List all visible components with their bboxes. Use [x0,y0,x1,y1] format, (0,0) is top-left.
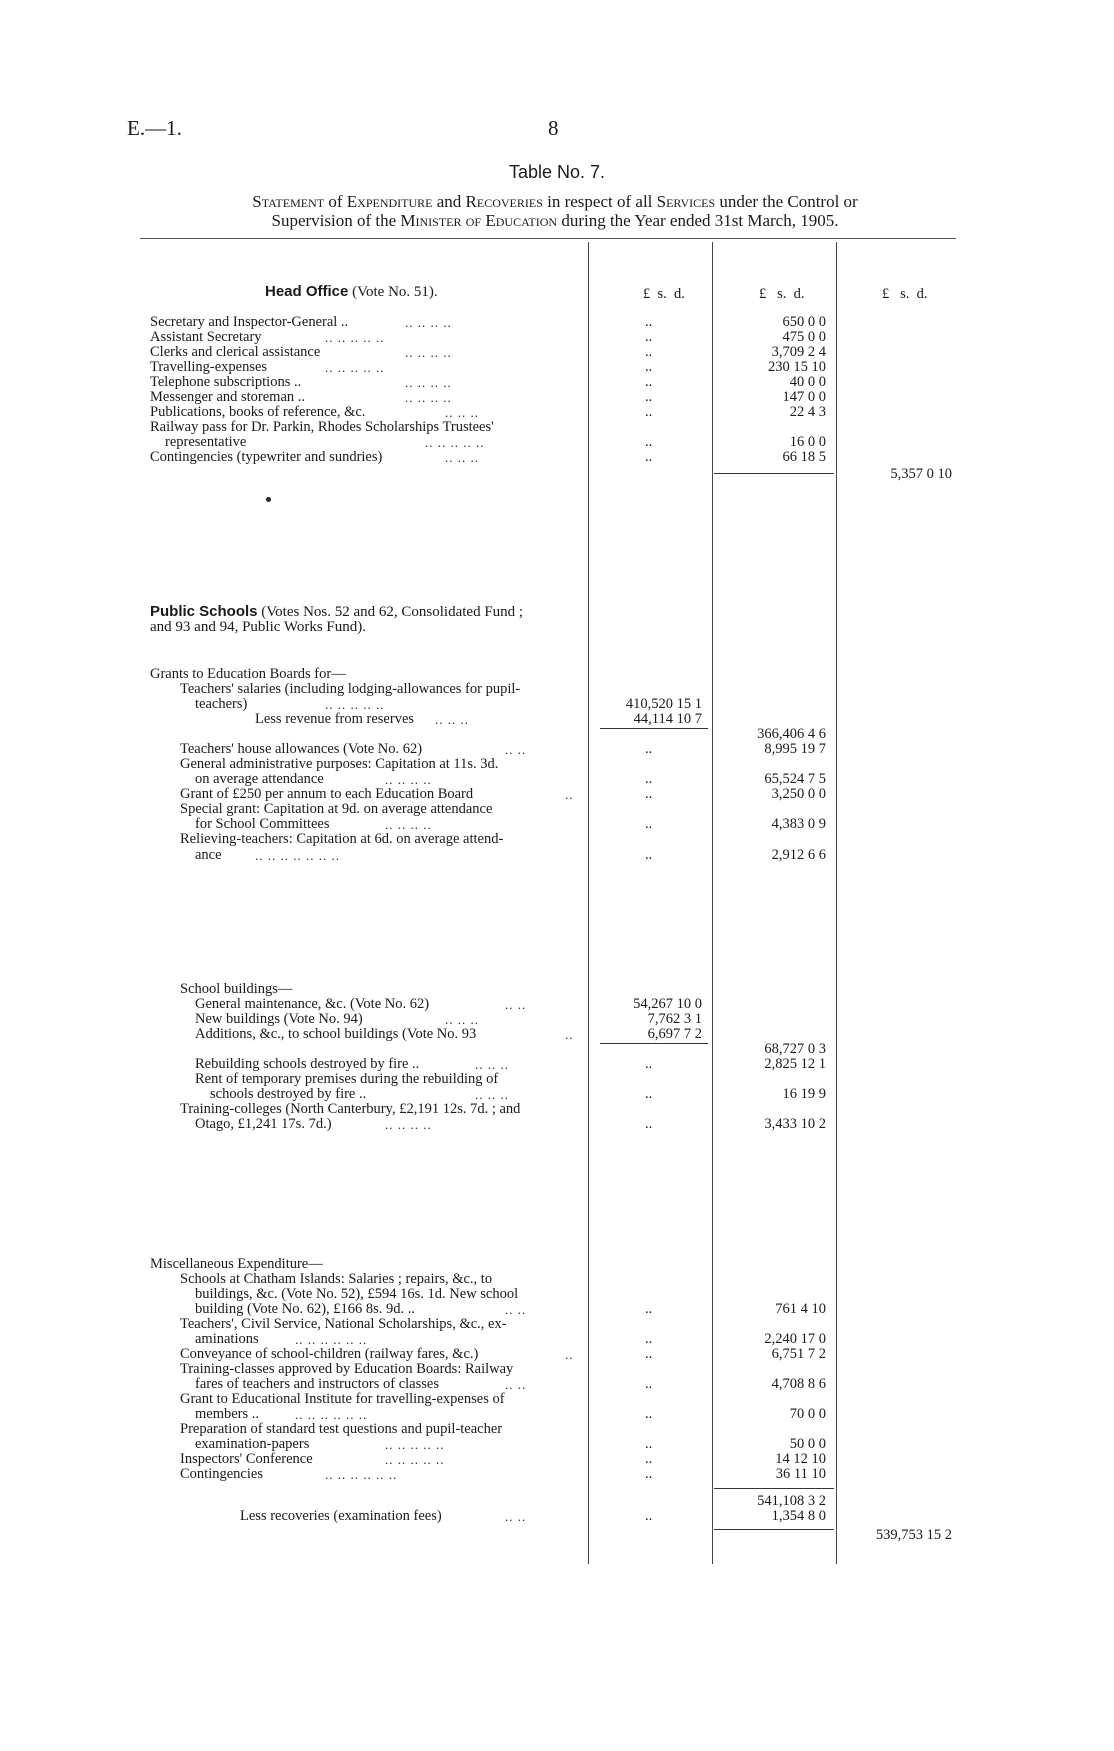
rent-amount: 16 19 9 [782,1086,826,1102]
misc-net-rule [714,1529,834,1530]
column-divider-3 [836,242,837,1564]
ho-item-label: Clerks and clerical assistance [150,344,321,360]
head-office-heading: Head Office (Vote No. 51). [265,283,438,300]
conveyance-label: Conveyance of school-children (railway fares, &c.) [180,1346,479,1362]
ho-contingencies-label: Contingencies (typewriter and sundries) [150,449,383,465]
training-classes-label-2: fares of teachers and instructors of classes [195,1376,439,1392]
less-recoveries-label: Less recoveries (examination fees) [240,1508,442,1524]
ho-item-col1: .. [645,329,653,345]
chatham-label-3: building (Vote No. 62), £166 8s. 9d. .. [195,1301,416,1317]
report-reference: E.—1. [127,116,182,140]
column-divider-1 [588,242,589,1564]
ho-item-amount: 650 0 0 [782,314,826,330]
ho-contingencies-amount: 66 18 5 [782,449,826,465]
maintenance-dots: .. .. [505,997,527,1012]
new-buildings-col1: 7,762 3 1 [647,1011,702,1027]
buildings-total: 68,727 0 3 [764,1041,826,1057]
ho-item-dots: .. .. .. [445,405,479,420]
teachers-exams-label-2: aminations [195,1331,259,1347]
railway-amount: 16 0 0 [789,434,826,450]
railway-pass-label-1: Railway pass for Dr. Parkin, Rhodes Scholarships Trustees' [150,419,494,435]
less-recoveries-dots: .. .. [505,1509,527,1524]
ho-item-col1: .. [645,404,653,420]
inspectors-dots: .. .. .. .. .. [385,1452,445,1467]
inspectors-col1: .. [645,1451,653,1467]
ho-item-label: Publications, books of reference, &c. [150,404,366,420]
special-label-2: for School Committees [195,816,330,832]
teachers-exams-dots: .. .. .. .. .. .. [295,1332,368,1347]
ho-item-amount: 3,709 2 4 [771,344,826,360]
training-classes-label-1: Training-classes approved by Education Boards: Railway [180,1361,514,1377]
training-classes-col1: .. [645,1376,653,1392]
ho-item-dots: .. .. .. .. [405,375,452,390]
chatham-amount: 761 4 10 [775,1301,826,1317]
institute-amount: 70 0 0 [789,1406,826,1422]
training-colleges-col1: .. [645,1116,653,1132]
additions-label: Additions, &c., to school buildings (Vote No. 93 [195,1026,477,1042]
additions-dots: .. [565,1027,574,1042]
teachers-exams-col1: .. [645,1331,653,1347]
admin-dots: .. .. .. .. [385,772,432,787]
table-title: Table No. 7. [508,162,606,182]
ho-item-col1: .. [645,314,653,330]
col3-heading: £ s. d. [882,286,928,302]
preparation-label-2: examination-papers [195,1436,310,1452]
ho-item-label: Telephone subscriptions .. [150,374,302,390]
training-colleges-label-1: Training-colleges (North Canterbury, £2,191 12s. 7d. ; and [180,1101,521,1117]
recoveries-amount: 1,354 8 0 [771,1508,826,1524]
house-amount: 8,995 19 7 [764,741,826,757]
less-reserves-label: Less revenue from reserves [255,711,415,727]
relieving-col1: .. [645,847,653,863]
relieving-dots: .. .. .. .. .. .. .. [255,848,340,863]
training-colleges-label-2: Otago, £1,241 17s. 7d.) [195,1116,332,1132]
salaries-col1: 410,520 15 1 [625,696,702,712]
misc-heading: Miscellaneous Expenditure— [150,1256,323,1272]
ho-item-label: Assistant Secretary [150,329,262,345]
buildings-sum-rule [600,1043,708,1044]
training-colleges-dots: .. .. .. .. [385,1117,432,1132]
rent-dots: .. .. .. [475,1087,509,1102]
misc-subtotal: 541,108 3 2 [757,1493,826,1509]
preparation-label-1: Preparation of standard test questions and pupil-teacher [180,1421,503,1437]
ho-item-dots: .. .. .. .. .. [325,330,385,345]
admin-label-1: General administrative purposes: Capitation at 11s. 3d. [180,756,499,772]
training-colleges-amount: 3,433 10 2 [764,1116,826,1132]
rent-label-2: schools destroyed by fire .. [210,1086,367,1102]
special-amount: 4,383 0 9 [771,816,826,832]
salaries-label-1: Teachers' salaries (including lodging-allowances for pupil- [180,681,521,697]
maintenance-col1: 54,267 10 0 [633,996,702,1012]
misc-contingencies-col1: .. [645,1466,653,1482]
institute-col1: .. [645,1406,653,1422]
ho-item-col1: .. [645,374,653,390]
relieving-label-2: ance [195,847,222,863]
salaries-dots: .. .. .. .. .. [325,697,385,712]
misc-subtotal-rule [714,1488,834,1489]
salaries-net-rule [600,728,708,729]
rent-col1: .. [645,1086,653,1102]
ho-item-amount: 147 0 0 [782,389,826,405]
institute-dots: .. .. .. .. .. .. [295,1407,368,1422]
chatham-col1: .. [645,1301,653,1317]
misc-contingencies-dots: .. .. .. .. .. .. [325,1467,398,1482]
column-divider-2 [712,242,713,1564]
chatham-label-1: Schools at Chatham Islands: Salaries ; repairs, &c., to [180,1271,493,1287]
ho-item-col1: .. [645,389,653,405]
col2-heading: £ s. d. [759,286,805,302]
head-office-sum-rule [714,473,834,474]
relieving-label-1: Relieving-teachers: Capitation at 6d. on average attend- [180,831,504,847]
institute-label-1: Grant to Educational Institute for travelling-expenses of [180,1391,505,1407]
ho-item-label: Secretary and Inspector-General .. [150,314,349,330]
salaries-label-2: teachers) [195,696,248,712]
net-salaries: 366,406 4 6 [757,726,826,742]
ho-item-amount: 230 15 10 [768,359,826,375]
preparation-amount: 50 0 0 [789,1436,826,1452]
admin-amount: 65,524 7 5 [764,771,826,787]
ho-item-dots: .. .. .. .. [405,345,452,360]
railway-col1: .. [645,434,653,450]
house-dots: .. .. [505,742,527,757]
head-office-total: 5,357 0 10 [890,466,952,482]
special-label-1: Special grant: Capitation at 9d. on average attendance [180,801,493,817]
grant250-dots: .. [565,787,574,802]
training-classes-dots: .. .. [505,1377,527,1392]
grant250-col1: .. [645,786,653,802]
ho-item-amount: 475 0 0 [782,329,826,345]
inspectors-label: Inspectors' Conference [180,1451,313,1467]
misc-contingencies-label: Contingencies [180,1466,263,1482]
ho-item-label: Messenger and storeman .. [150,389,306,405]
rent-label-1: Rent of temporary premises during the rebuilding of [195,1071,499,1087]
maintenance-label: General maintenance, &c. (Vote No. 62) [195,996,430,1012]
house-col1: .. [645,741,653,757]
new-buildings-label: New buildings (Vote No. 94) [195,1011,363,1027]
ho-item-dots: .. .. .. .. [405,315,452,330]
grant250-label: Grant of £250 per annum to each Education Board [180,786,474,802]
admin-label-2: on average attendance [195,771,324,787]
house-allowances-label: Teachers' house allowances (Vote No. 62) [180,741,423,757]
ho-item-amount: 40 0 0 [789,374,826,390]
public-schools-vote-2: and 93 and 94, Public Works Fund). [150,619,367,635]
preparation-col1: .. [645,1436,653,1452]
chatham-label-2: buildings, &c. (Vote No. 52), £594 16s. 1d. New school [195,1286,519,1302]
public-schools-heading: Public Schools (Votes Nos. 52 and 62, Consolidated Fund ; [150,603,524,620]
grants-heading: Grants to Education Boards for— [150,666,346,682]
rebuilding-col1: .. [645,1056,653,1072]
teachers-exams-label-1: Teachers', Civil Service, National Scholarships, &c., ex- [180,1316,507,1332]
buildings-heading: School buildings— [180,981,293,997]
less-reserves-col1: 44,114 10 7 [633,711,702,727]
table-subtitle: Statement of Expenditure and Recoveries in respect of all Services under the Control or Supervision of the Minister of Education during the Year ended 31st March, 1905. [252,192,858,230]
misc-contingencies-amount: 36 11 10 [775,1466,826,1482]
additions-col1: 6,697 7 2 [647,1026,702,1042]
less-reserves-dots: .. .. .. [435,712,469,727]
col1-heading: £ s. d. [643,286,685,302]
ho-item-amount: 22 4 3 [789,404,826,420]
inspectors-amount: 14 12 10 [775,1451,826,1467]
training-classes-amount: 4,708 8 6 [771,1376,826,1392]
less-recoveries-col1: .. [645,1508,653,1524]
institute-label-2: members .. [195,1406,260,1422]
misc-total: 539,753 15 2 [875,1527,952,1543]
ho-item-dots: .. .. .. .. [405,390,452,405]
special-dots: .. .. .. .. [385,817,432,832]
grant250-amount: 3,250 0 0 [771,786,826,802]
rebuilding-label: Rebuilding schools destroyed by fire .. [195,1056,420,1072]
railway-dots: .. .. .. .. .. [425,435,485,450]
ho-item-label: Travelling-expenses [150,359,268,375]
ho-item-dots: .. .. .. .. .. [325,360,385,375]
rebuilding-amount: 2,825 12 1 [764,1056,826,1072]
rebuilding-dots: .. .. .. [475,1057,509,1072]
new-buildings-dots: .. .. .. [445,1012,479,1027]
ho-item-col1: .. [645,344,653,360]
ho-item-col1: .. [645,359,653,375]
ho-contingencies-col1: .. [645,449,653,465]
table-top-rule [140,238,956,239]
railway-pass-label-2: representative [165,434,247,450]
special-col1: .. [645,816,653,832]
admin-col1: .. [645,771,653,787]
page-number: 8 [548,116,559,140]
conveyance-col1: .. [645,1346,653,1362]
relieving-amount: 2,912 6 6 [771,847,826,863]
conveyance-amount: 6,751 7 2 [771,1346,826,1362]
teachers-exams-amount: 2,240 17 0 [764,1331,826,1347]
chatham-dots: .. .. [505,1302,527,1317]
conveyance-dots: .. [565,1347,574,1362]
stray-mark [266,497,271,502]
ho-contingencies-dots: .. .. .. [445,450,479,465]
preparation-dots: .. .. .. .. .. [385,1437,445,1452]
